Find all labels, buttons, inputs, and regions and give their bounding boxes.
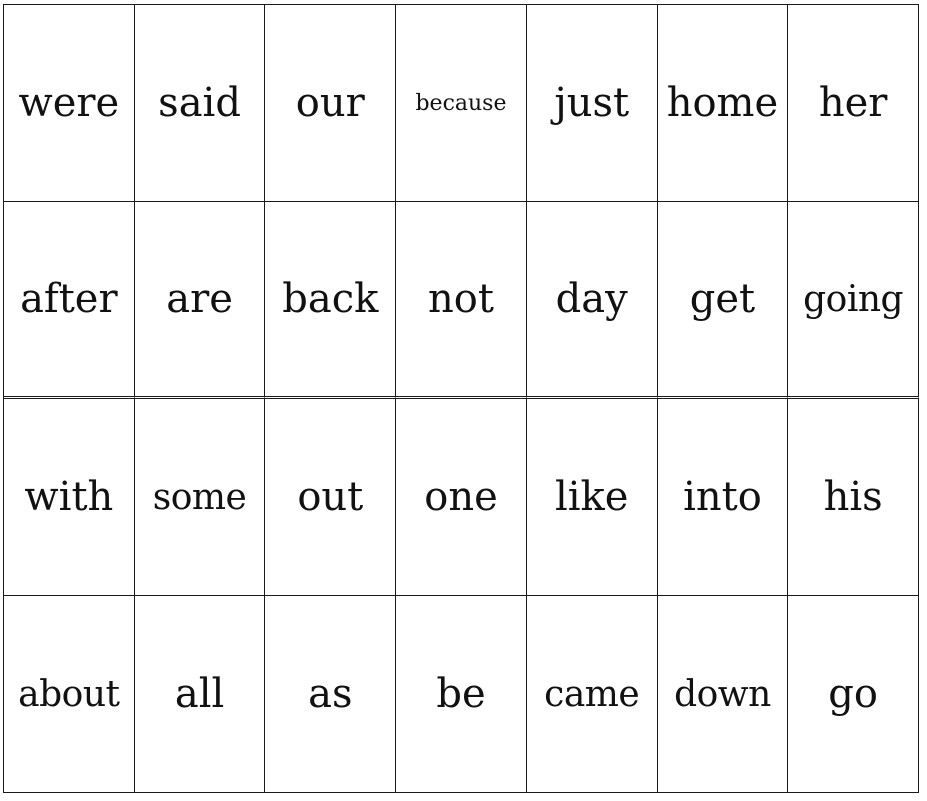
word-card: our — [265, 5, 396, 202]
word-card: about — [4, 596, 135, 793]
word-card: day — [527, 202, 658, 399]
word-card: with — [4, 399, 135, 596]
word-card: be — [396, 596, 527, 793]
word-card: some — [135, 399, 266, 596]
word-card: his — [788, 399, 919, 596]
word-card: as — [265, 596, 396, 793]
word-card: were — [4, 5, 135, 202]
word-card: going — [788, 202, 919, 399]
word-card: one — [396, 399, 527, 596]
word-card: like — [527, 399, 658, 596]
word-card: after — [4, 202, 135, 399]
word-card: not — [396, 202, 527, 399]
sight-word-grid — [3, 4, 919, 793]
word-card: into — [658, 399, 789, 596]
word-card: get — [658, 202, 789, 399]
word-card: out — [265, 399, 396, 596]
word-card: go — [788, 596, 919, 793]
word-card: because — [396, 5, 527, 202]
word-card: back — [265, 202, 396, 399]
word-card: her — [788, 5, 919, 202]
word-card: all — [135, 596, 266, 793]
word-card: home — [658, 5, 789, 202]
word-card: are — [135, 202, 266, 399]
word-card: just — [527, 5, 658, 202]
word-card: came — [527, 596, 658, 793]
word-card: said — [135, 5, 266, 202]
word-card: down — [658, 596, 789, 793]
